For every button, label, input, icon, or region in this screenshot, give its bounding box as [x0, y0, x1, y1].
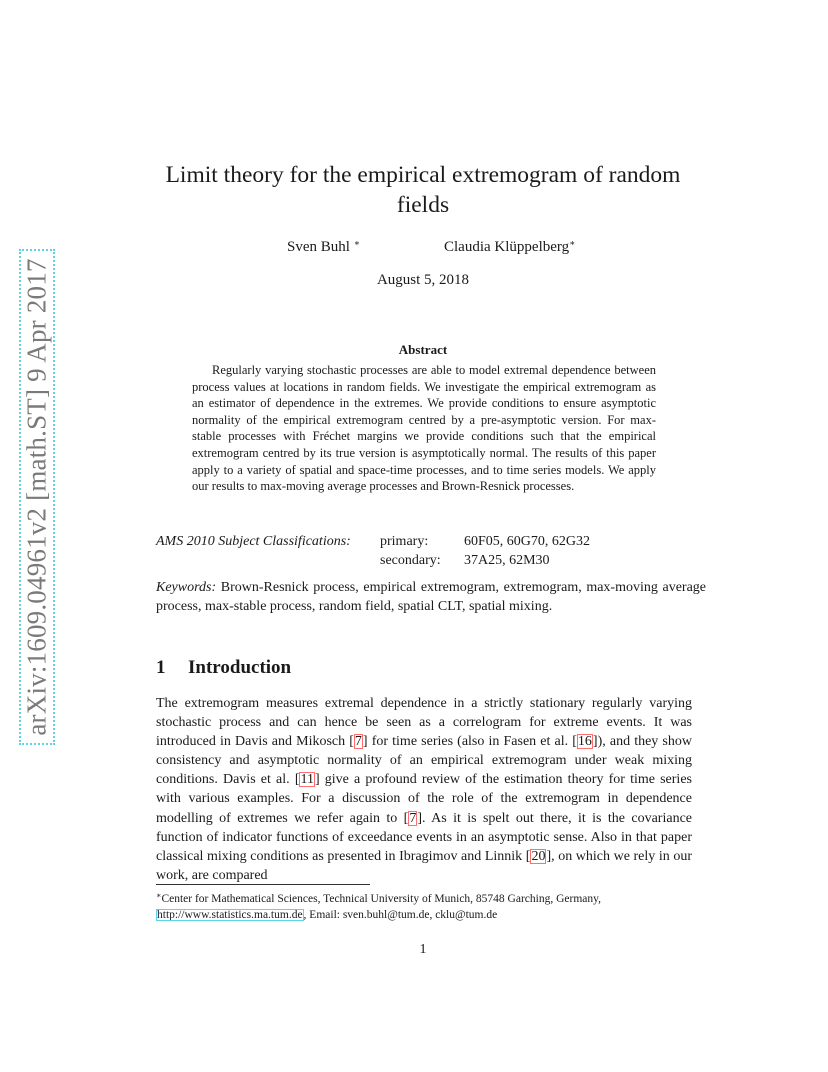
citation-link[interactable]: 16 [577, 734, 592, 750]
author-footnote-mark: ∗ [353, 238, 360, 248]
page-number: 1 [419, 942, 427, 957]
keywords-text: Brown-Resnick process, empirical extremogram, extremogram, max-moving average process, max-stable process, random field, spatial CLT, spatial mixing. [156, 580, 707, 614]
citation-link[interactable]: 11 [300, 772, 314, 788]
footnote-rule [156, 884, 370, 885]
author-footnote-mark: ∗ [569, 238, 576, 248]
section-number: 1 [156, 657, 166, 678]
footnote-email: , Email: sven.buhl@tum.de, cklu@tum.de [303, 909, 498, 921]
url-link[interactable]: http://www.statistics.ma.tum.de [157, 909, 303, 921]
ams-codes: 60F05, 60G70, 62G32 [464, 534, 591, 549]
keywords [156, 578, 706, 616]
footnote [156, 888, 696, 923]
citation-link[interactable]: 20 [531, 848, 546, 864]
ams-label: AMS 2010 Subject Classifications: [156, 534, 351, 549]
ams-type: secondary: [380, 553, 441, 568]
paper-title: Limit theory for the empirical extremogram of random fields [165, 162, 681, 218]
ams-codes: 37A25, 62M30 [464, 553, 550, 568]
citation-link[interactable]: 7 [354, 734, 362, 750]
author-name: Sven Buhl ∗ [287, 238, 360, 255]
abstract-text: Regularly varying stochastic processes are able to model extremal dependence between process values at locations in random fields. We investigate the empirical extremogram as an estimator of dependence in the extremes. We provide conditions to ensure asymptotic normality of the empirical extremogram centred by a pre-asymptotic version. For max-stable processes with Fréchet margins we provide conditions such that the empirical extremogram centred by its true version is asymptotically normal. The results of this paper apply to a variety of spatial and space-time processes, and to time series models. We apply our results to max-moving average processes and Brown-Resnick processes. [192, 363, 656, 494]
section-title: Introduction [188, 657, 292, 678]
intro-paragraph: The extremogram measures extremal dependence in a strictly stationary regularly varying stochastic process and can hence be seen as a correlogram for extreme events. It was introduced in Davis and Mikosch [7] for time series (also in Fasen et al. [16]), and they show consistency and asymptotic normality of an empirical extremogram under weak mixing conditions. Davis et al. [11] give a profound review of the estimation theory for time series with various examples. For a discussion of the role of the extremogram in dependence modelling of extremes we refer again to [7]. As it is spelt out there, it is the covariance function of indicator functions of exceedance events in an asymptotic sense. Also in that paper classical mixing conditions as presented in Ibragimov and Linnik [20], on which we rely in our work, are compared [156, 696, 693, 883]
footnote-affiliation: Center for Mathematical Sciences, Technical University of Munich, 85748 Garching, Germany, [161, 893, 602, 905]
arxiv-identifier: arXiv:1609.04961v2 [math.ST] 9 Apr 2017 [21, 258, 52, 736]
paper-date: August 5, 2018 [376, 272, 470, 288]
abstract-heading: Abstract [398, 342, 448, 357]
ams-type: primary: [380, 534, 429, 549]
ams-classification [156, 532, 716, 570]
citation-link[interactable]: 7 [409, 810, 417, 826]
arxiv-stamp [22, 252, 52, 742]
footnote-mark: ∗ [156, 891, 162, 900]
section-heading [156, 657, 291, 679]
author-name: Claudia Klüppelberg∗ [444, 238, 576, 255]
keywords-label: Keywords: [156, 580, 217, 595]
